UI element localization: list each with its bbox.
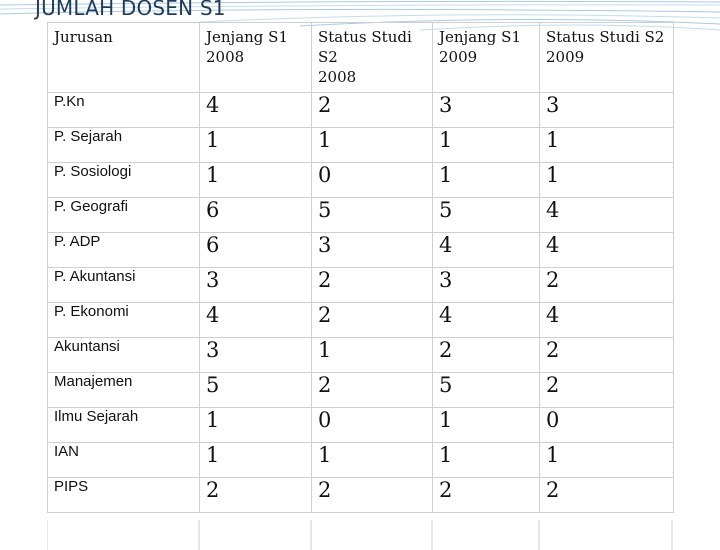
jurusan-cell: Manajemen bbox=[48, 373, 200, 408]
count-cell: 1 bbox=[433, 163, 540, 198]
header-status-studi-s2-2008: Status Studi S2 2008 bbox=[312, 23, 433, 93]
count-cell: 2 bbox=[312, 93, 433, 128]
count-cell: 2 bbox=[312, 373, 433, 408]
header-jenjang-s1-2008: Jenjang S1 2008 bbox=[200, 23, 312, 93]
jurusan-cell: P. Sejarah bbox=[48, 128, 200, 163]
table-row bbox=[48, 373, 674, 408]
count-cell: 2 bbox=[540, 338, 674, 373]
count-cell: 3 bbox=[433, 93, 540, 128]
count-cell: 2 bbox=[433, 478, 540, 513]
count-cell: 3 bbox=[540, 93, 674, 128]
table-row bbox=[48, 303, 674, 338]
count-cell: 5 bbox=[200, 373, 312, 408]
count-cell: 4 bbox=[200, 93, 312, 128]
count-cell: 6 bbox=[200, 198, 312, 233]
header-status-studi-s2-2009: Status Studi S2 2009 bbox=[540, 23, 674, 93]
count-cell: 1 bbox=[312, 128, 433, 163]
count-cell: 4 bbox=[433, 233, 540, 268]
table-body bbox=[48, 93, 674, 513]
count-cell: 3 bbox=[312, 233, 433, 268]
table-row bbox=[48, 128, 674, 163]
count-cell: 0 bbox=[312, 408, 433, 443]
jurusan-cell: P. ADP bbox=[48, 233, 200, 268]
count-cell: 2 bbox=[540, 373, 674, 408]
count-cell: 4 bbox=[433, 303, 540, 338]
count-cell: 1 bbox=[540, 163, 674, 198]
count-cell: 0 bbox=[312, 163, 433, 198]
count-cell: 5 bbox=[433, 198, 540, 233]
jurusan-cell: P. Ekonomi bbox=[48, 303, 200, 338]
jurusan-cell: P. Sosiologi bbox=[48, 163, 200, 198]
jurusan-cell: P. Akuntansi bbox=[48, 268, 200, 303]
header-jurusan: Jurusan bbox=[48, 23, 200, 93]
count-cell: 1 bbox=[312, 443, 433, 478]
count-cell: 4 bbox=[540, 303, 674, 338]
lecturer-count-table bbox=[47, 22, 674, 513]
count-cell: 1 bbox=[433, 443, 540, 478]
count-cell: 1 bbox=[200, 163, 312, 198]
count-cell: 2 bbox=[312, 478, 433, 513]
jurusan-cell: IAN bbox=[48, 443, 200, 478]
count-cell: 5 bbox=[433, 373, 540, 408]
count-cell: 6 bbox=[200, 233, 312, 268]
header-jenjang-s1-2009: Jenjang S1 2009 bbox=[433, 23, 540, 93]
table-row bbox=[48, 443, 674, 478]
table-row bbox=[48, 198, 674, 233]
table-row bbox=[48, 478, 674, 513]
count-cell: 4 bbox=[540, 198, 674, 233]
count-cell: 2 bbox=[433, 338, 540, 373]
next-row-partial bbox=[47, 520, 673, 550]
count-cell: 2 bbox=[540, 478, 674, 513]
count-cell: 3 bbox=[200, 268, 312, 303]
count-cell: 2 bbox=[312, 268, 433, 303]
jurusan-cell: PIPS bbox=[48, 478, 200, 513]
count-cell: 4 bbox=[540, 233, 674, 268]
count-cell: 4 bbox=[200, 303, 312, 338]
count-cell: 1 bbox=[433, 408, 540, 443]
count-cell: 2 bbox=[540, 268, 674, 303]
count-cell: 1 bbox=[433, 128, 540, 163]
jurusan-cell: P. Geografi bbox=[48, 198, 200, 233]
count-cell: 5 bbox=[312, 198, 433, 233]
table-row bbox=[48, 233, 674, 268]
jurusan-cell: Akuntansi bbox=[48, 338, 200, 373]
count-cell: 2 bbox=[200, 478, 312, 513]
table-header-row bbox=[48, 23, 674, 93]
count-cell: 1 bbox=[200, 443, 312, 478]
table-row bbox=[48, 338, 674, 373]
count-cell: 3 bbox=[433, 268, 540, 303]
count-cell: 1 bbox=[200, 128, 312, 163]
count-cell: 3 bbox=[200, 338, 312, 373]
count-cell: 2 bbox=[312, 303, 433, 338]
count-cell: 1 bbox=[312, 338, 433, 373]
table-row bbox=[48, 163, 674, 198]
slide-title: JUMLAH DOSEN S1 bbox=[35, 0, 226, 20]
jurusan-cell: P.Kn bbox=[48, 93, 200, 128]
count-cell: 0 bbox=[540, 408, 674, 443]
table-row bbox=[48, 93, 674, 128]
count-cell: 1 bbox=[200, 408, 312, 443]
jurusan-cell: Ilmu Sejarah bbox=[48, 408, 200, 443]
count-cell: 1 bbox=[540, 443, 674, 478]
count-cell: 1 bbox=[540, 128, 674, 163]
table-row bbox=[48, 408, 674, 443]
table-row bbox=[48, 268, 674, 303]
